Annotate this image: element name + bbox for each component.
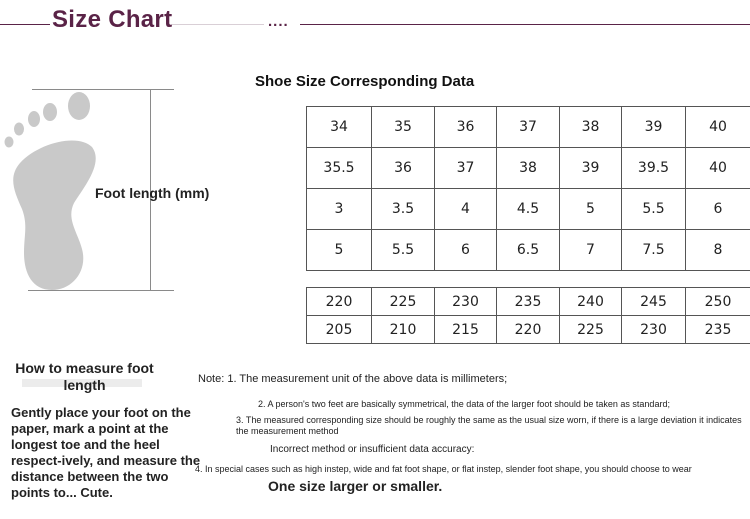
table-cell: 230 (622, 316, 686, 344)
table-cell: 5.5 (372, 230, 435, 271)
header-dots: .... (268, 13, 289, 30)
table-cell: 4.5 (497, 189, 560, 230)
table-cell: 36 (372, 148, 435, 189)
table-cell: 230 (435, 288, 497, 316)
header-line-mid (172, 24, 264, 25)
table-cell: 5 (560, 189, 622, 230)
table-cell: 38 (560, 107, 622, 148)
table-cell: 3 (307, 189, 372, 230)
table-cell: 225 (560, 316, 622, 344)
measure-tick-bottom (28, 290, 174, 291)
table-cell: 235 (497, 288, 560, 316)
table-cell: 240 (560, 288, 622, 316)
note-4-emphasis: One size larger or smaller. (268, 478, 443, 494)
howto-heading: How to measure foot length (15, 360, 154, 393)
table-cell: 250 (686, 288, 750, 316)
table-cell: 5.5 (622, 189, 686, 230)
table-cell: 225 (372, 288, 435, 316)
table-cell: 6.5 (497, 230, 560, 271)
table-cell: 39 (560, 148, 622, 189)
table-row (307, 148, 750, 189)
table-cell: 37 (435, 148, 497, 189)
table-cell: 3.5 (372, 189, 435, 230)
table-cell: 7 (560, 230, 622, 271)
table-cell: 235 (686, 316, 750, 344)
table-cell: 215 (435, 316, 497, 344)
table-row (307, 107, 750, 148)
table-row (307, 288, 750, 316)
mm-table (306, 287, 750, 344)
table-subtitle: Shoe Size Corresponding Data (255, 73, 475, 90)
howto-description: Gently place your foot on the paper, mark a point at the longest toe and the heel respect-ively, and measure the distance between the two points to... Cute. (11, 405, 201, 500)
table-row (307, 189, 750, 230)
note-3-continued: Incorrect method or insufficient data accuracy: (270, 444, 475, 455)
note-2: 2. A person's two feet are basically symmetrical, the data of the larger foot should be taken as standard; (258, 399, 670, 409)
table-cell: 245 (622, 288, 686, 316)
note-1: Note: 1. The measurement unit of the above data is millimeters; (198, 373, 508, 385)
table-cell: 6 (435, 230, 497, 271)
table-cell: 39.5 (622, 148, 686, 189)
measure-tick-top (32, 89, 174, 90)
table-cell: 220 (307, 288, 372, 316)
note-3: 3. The measured corresponding size should be roughly the same as the usual size worn, if there is a large deviation it indicates the measurement method (236, 415, 742, 436)
header-line-right (300, 24, 750, 25)
table-cell: 34 (307, 107, 372, 148)
table-cell: 38 (497, 148, 560, 189)
table-row (307, 316, 750, 344)
foot-length-label: Foot length (mm) (95, 185, 210, 201)
table-row (307, 230, 750, 271)
table-cell: 4 (435, 189, 497, 230)
table-cell: 8 (686, 230, 750, 271)
table-cell: 210 (372, 316, 435, 344)
table-cell: 39 (622, 107, 686, 148)
table-cell: 37 (497, 107, 560, 148)
note-4: 4. In special cases such as high instep, wide and fat foot shape, or flat instep, slender foot shape, you should choose to wear (195, 464, 692, 474)
table-cell: 36 (435, 107, 497, 148)
header-line-left (0, 24, 50, 25)
table-cell: 6 (686, 189, 750, 230)
table-cell: 205 (307, 316, 372, 344)
table-cell: 5 (307, 230, 372, 271)
table-cell: 40 (686, 107, 750, 148)
table-cell: 7.5 (622, 230, 686, 271)
size-table (306, 106, 750, 271)
table-cell: 40 (686, 148, 750, 189)
table-cell: 220 (497, 316, 560, 344)
page-title: Size Chart (52, 6, 173, 33)
table-cell: 35.5 (307, 148, 372, 189)
table-cell: 35 (372, 107, 435, 148)
